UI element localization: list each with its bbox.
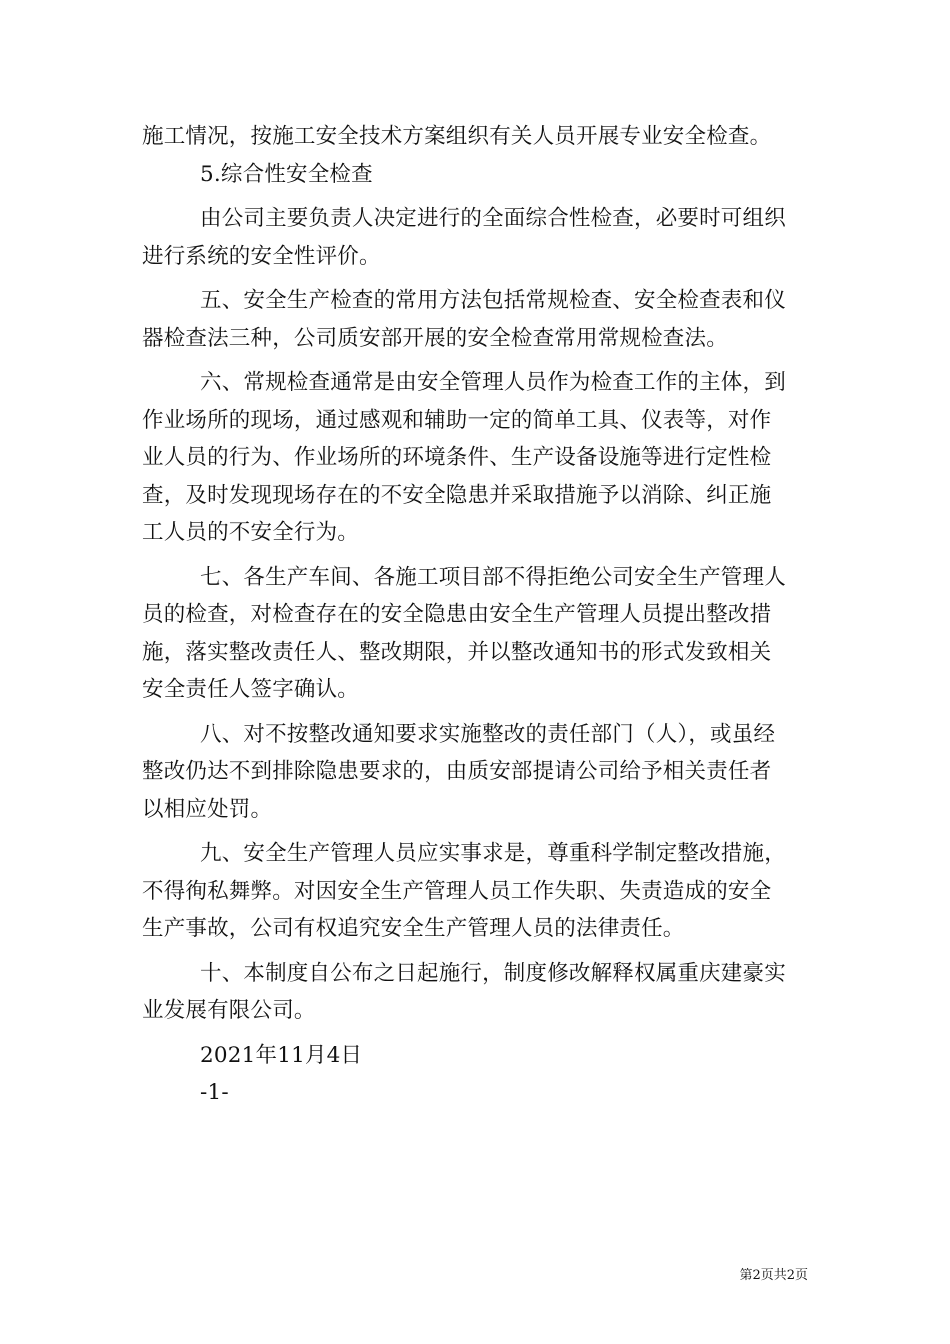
document-date: 2021年11月4日 xyxy=(200,1042,363,1068)
text-line: 生产事故，公司有权追究安全生产管理人员的法律责任。 xyxy=(142,916,685,941)
text-line: 十、本制度自公布之日起施行，制度修改解释权属重庆建豪实 xyxy=(200,960,786,986)
text-line: 施，落实整改责任人、整改期限，并以整改通知书的形式发致相关 xyxy=(142,639,772,665)
text-line: 以相应处罚。 xyxy=(142,796,273,822)
text-line: 查，及时发现现场存在的不安全隐患并采取措施予以消除、纠正施 xyxy=(142,482,772,508)
text-line: 五、安全生产检查的常用方法包括常规检查、安全检查表和仪 xyxy=(200,288,786,313)
text-line: 六、常规检查通常是由安全管理人员作为检查工作的主体，到 xyxy=(200,370,786,395)
text-line: 施工情况，按施工安全技术方案组织有关人员开展专业安全检查。 xyxy=(142,124,772,149)
document-body xyxy=(142,118,810,1112)
text-line: 不得徇私舞弊。对因安全生产管理人员工作失职、失责造成的安全 xyxy=(142,878,772,904)
text-line: 工人员的不安全行为。 xyxy=(142,520,360,545)
text-line: 进行系统的安全性评价。 xyxy=(142,243,381,269)
text-line: 员的检查，对检查存在的安全隐患由安全生产管理人员提出整改措 xyxy=(142,602,772,627)
text-line: 九、安全生产管理人员应实事求是，尊重科学制定整改措施， xyxy=(200,841,786,866)
text-line: 整改仍达不到排除隐患要求的，由质安部提请公司给予相关责任者 xyxy=(142,759,772,784)
text-line: 作业场所的现场，通过感观和辅助一定的简单工具、仪表等，对作 xyxy=(142,407,772,433)
text-line: 业发展有限公司。 xyxy=(142,998,316,1023)
inline-page-number: -1- xyxy=(200,1080,229,1105)
text-line: 业人员的行为、作业场所的环境条件、生产设备设施等进行定性检 xyxy=(142,445,772,470)
text-line: 器检查法三种，公司质安部开展的安全检查常用常规检查法。 xyxy=(142,325,728,351)
page-counter: 第2页共2页 xyxy=(739,1268,808,1283)
text-line: 八、对不按整改通知要求实施整改的责任部门（人），或虽经 xyxy=(200,721,776,747)
text-line: 由公司主要负责人决定进行的全面综合性检查，必要时可组织 xyxy=(200,206,786,231)
section-heading: 5.综合性安全检查 xyxy=(200,161,373,187)
text-line: 安全责任人签字确认。 xyxy=(142,677,360,702)
text-line: 七、各生产车间、各施工项目部不得拒绝公司安全生产管理人 xyxy=(200,564,786,590)
